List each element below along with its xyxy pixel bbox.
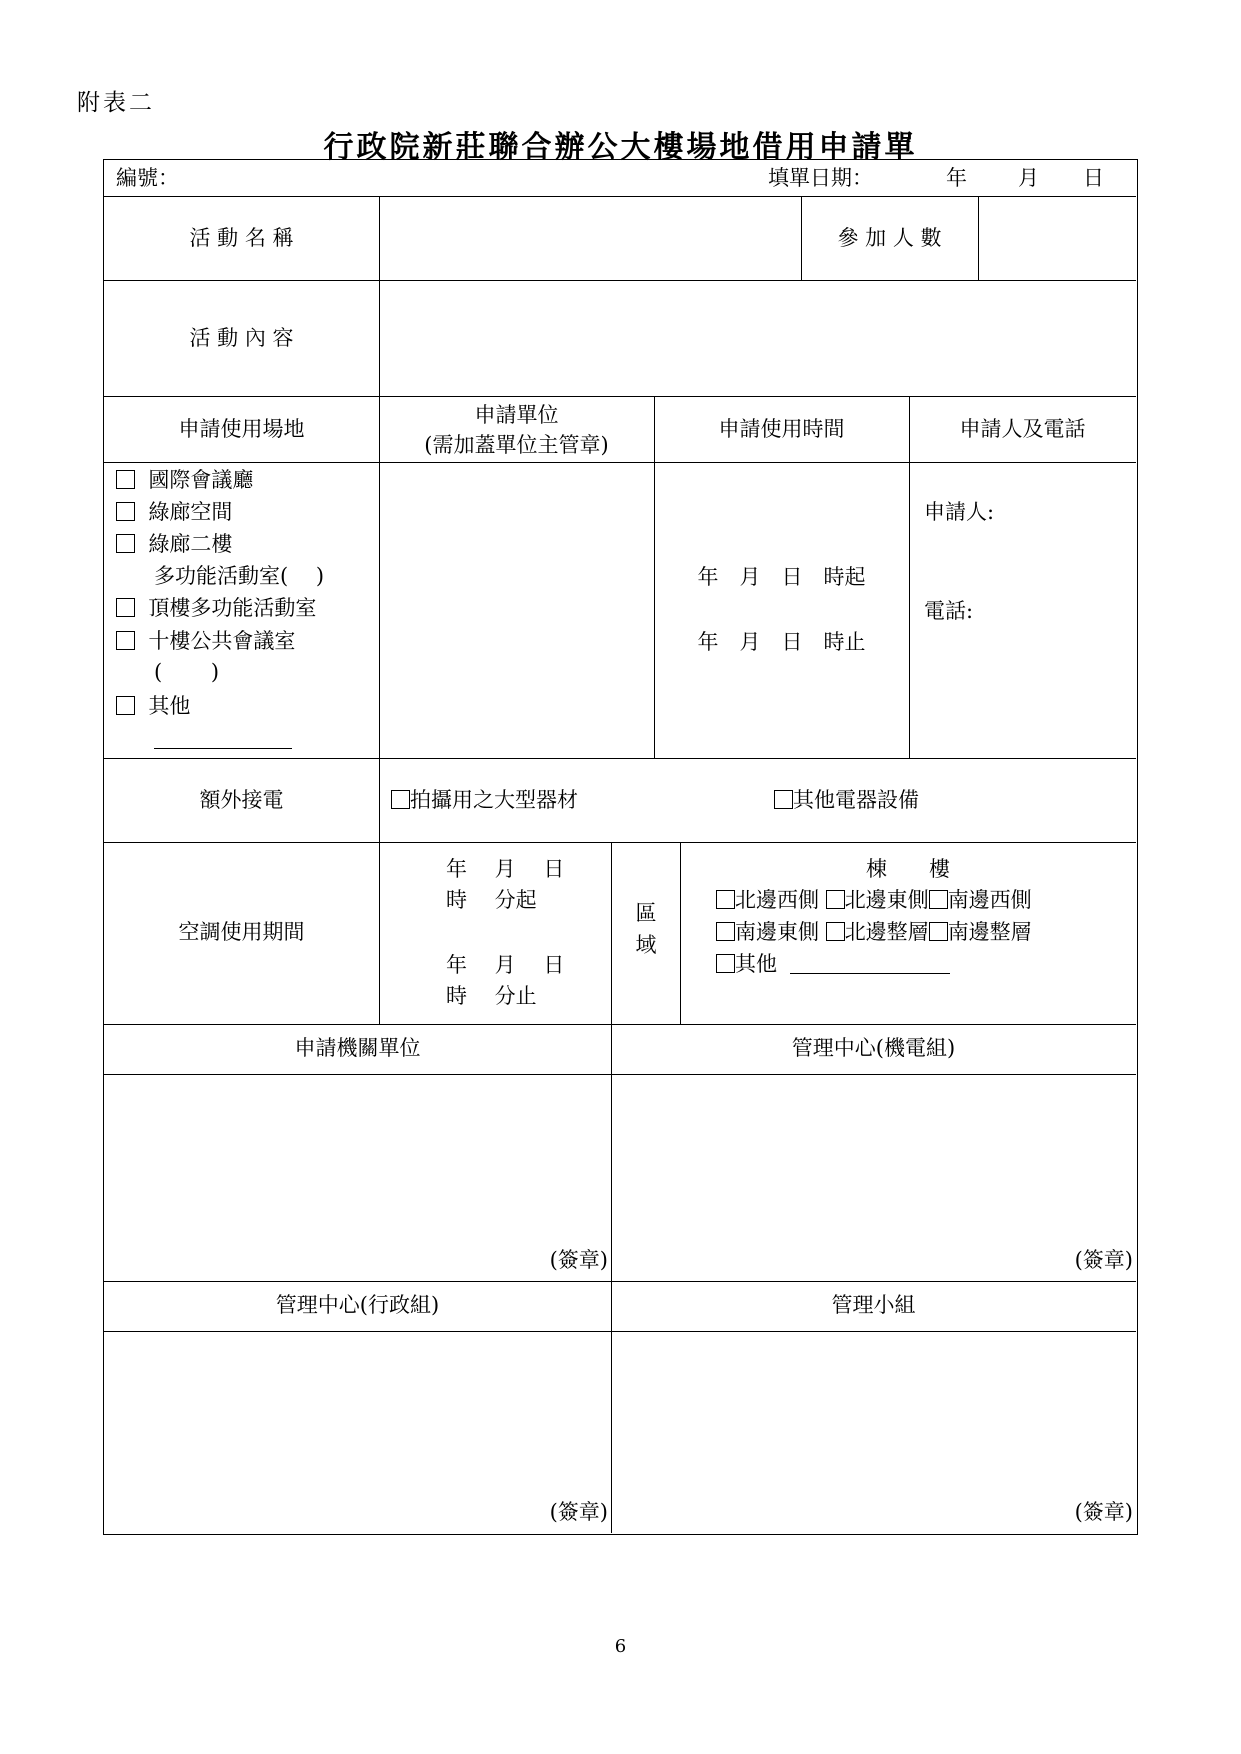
applicant-unit-signature-header: 申請機關單位	[294, 1036, 421, 1060]
row-divider	[104, 196, 1136, 197]
col-divider	[611, 1024, 612, 1533]
applicant-phone-label: 電話:	[924, 599, 974, 623]
ac-end-date: 年 月 日	[446, 953, 565, 977]
venue-option-label: 綠廊空間	[148, 500, 233, 524]
ac-zone-row	[716, 922, 1032, 943]
col-divider	[379, 196, 380, 842]
ac-building-floor: 棟 樓	[866, 857, 950, 881]
seal-label: (簽章)	[1074, 1500, 1133, 1524]
form-title: 行政院新莊聯合辦公大樓場地借用申請單	[323, 130, 918, 165]
ac-start-date: 年 月 日	[446, 857, 565, 881]
unit-column-note: (需加蓋單位主管章)	[424, 433, 609, 457]
checkbox[interactable]	[826, 890, 845, 909]
application-form	[103, 159, 1138, 1535]
checkbox[interactable]	[116, 502, 135, 521]
activity-name-label: 活 動 名 稱	[189, 226, 294, 250]
zone-option: 南邊東側	[735, 920, 819, 944]
attachment-label: 附表二	[77, 90, 155, 116]
participants-field[interactable]	[980, 198, 1136, 278]
ac-start-time: 時 分起	[446, 888, 537, 912]
row-divider	[104, 1024, 1136, 1025]
mgmt-mech-signature-header: 管理中心(機電組)	[791, 1036, 956, 1060]
checkbox[interactable]	[391, 790, 410, 809]
checkbox[interactable]	[116, 598, 135, 617]
checkbox[interactable]	[716, 890, 735, 909]
seal-label: (簽章)	[549, 1248, 608, 1272]
venue-option-sub: 多功能活動室( )	[154, 564, 325, 588]
mgmt-group-signature-header: 管理小組	[831, 1293, 916, 1317]
time-column-header: 申請使用時間	[718, 417, 845, 441]
venue-option[interactable]	[116, 502, 232, 523]
zone-option: 北邊東側	[844, 888, 929, 912]
activity-content-label: 活 動 內 容	[189, 326, 294, 350]
date-year-label: 年	[946, 166, 967, 190]
venue-option[interactable]	[116, 696, 190, 717]
seal-label: (簽章)	[549, 1500, 608, 1524]
activity-content-field[interactable]	[381, 282, 1136, 394]
serial-label: 編號：	[116, 166, 179, 190]
venue-option[interactable]	[116, 631, 295, 652]
applicant-column-header: 申請人及電話	[959, 417, 1086, 441]
row-divider	[104, 462, 1136, 463]
venue-option-label: 國際會議廳	[148, 468, 254, 492]
venue-option[interactable]	[116, 470, 253, 491]
participants-label: 參 加 人 數	[837, 226, 942, 250]
venue-option-label: 頂樓多功能活動室	[148, 596, 317, 620]
venue-option-label: 其他	[148, 694, 191, 718]
zone-option: 北邊西側	[735, 888, 819, 912]
other-zone-blank[interactable]	[790, 955, 950, 974]
checkbox[interactable]	[929, 922, 948, 941]
applicant-unit-field[interactable]	[381, 464, 652, 756]
venue-option[interactable]	[116, 534, 232, 555]
zone-option: 北邊整層	[844, 920, 929, 944]
extra-power-option[interactable]	[774, 790, 919, 811]
col-divider	[611, 842, 612, 1024]
row-divider	[104, 280, 1136, 281]
other-venue-blank[interactable]	[154, 748, 292, 749]
venue-option-label: 十樓公共會議室	[148, 629, 296, 653]
col-divider	[379, 842, 380, 1024]
row-divider	[104, 1074, 1136, 1075]
extra-power-option-label: 拍攝用之大型器材	[410, 788, 578, 812]
ac-end-time: 時 分止	[446, 984, 537, 1008]
mgmt-admin-signature-header: 管理中心(行政組)	[275, 1293, 440, 1317]
venue-column-header: 申請使用場地	[178, 417, 305, 441]
zone-label-2: 域	[635, 933, 657, 957]
row-divider	[104, 1281, 1136, 1282]
ac-zone-row	[716, 954, 950, 975]
row-divider	[104, 842, 1136, 843]
zone-option: 南邊整層	[947, 920, 1032, 944]
date-day-label: 日	[1083, 166, 1104, 190]
time-end: 年 月 日 時止	[697, 630, 866, 654]
checkbox[interactable]	[716, 954, 735, 973]
col-divider	[909, 396, 910, 758]
zone-option: 其他	[735, 952, 777, 976]
venue-option-label: 綠廊二樓	[148, 532, 233, 556]
unit-column-header: 申請單位	[474, 403, 559, 427]
applicant-name-label: 申請人:	[924, 500, 995, 524]
page-number: 6	[614, 1636, 627, 1657]
checkbox[interactable]	[826, 922, 845, 941]
row-divider	[104, 758, 1136, 759]
extra-power-label: 額外接電	[199, 788, 284, 812]
col-divider	[978, 196, 979, 280]
seal-label: (簽章)	[1074, 1248, 1133, 1272]
activity-name-field[interactable]	[381, 198, 799, 278]
extra-power-option[interactable]	[391, 790, 578, 811]
checkbox[interactable]	[929, 890, 948, 909]
row-divider	[104, 1331, 1136, 1332]
date-month-label: 月	[1018, 166, 1039, 190]
venue-option[interactable]	[116, 598, 316, 619]
fill-date-label: 填單日期：	[768, 166, 873, 190]
checkbox[interactable]	[116, 631, 135, 650]
ac-zone-row	[716, 890, 1032, 911]
zone-label-1: 區	[635, 901, 657, 925]
checkbox[interactable]	[116, 534, 135, 553]
zone-option: 南邊西側	[947, 888, 1032, 912]
checkbox[interactable]	[116, 696, 135, 715]
row-divider	[104, 396, 1136, 397]
extra-power-option-label: 其他電器設備	[793, 788, 919, 812]
ac-period-label: 空調使用期間	[178, 920, 305, 944]
checkbox[interactable]	[716, 922, 735, 941]
checkbox[interactable]	[774, 790, 793, 809]
checkbox[interactable]	[116, 470, 135, 489]
venue-option-sub: ( )	[154, 660, 220, 684]
time-start: 年 月 日 時起	[697, 565, 866, 589]
